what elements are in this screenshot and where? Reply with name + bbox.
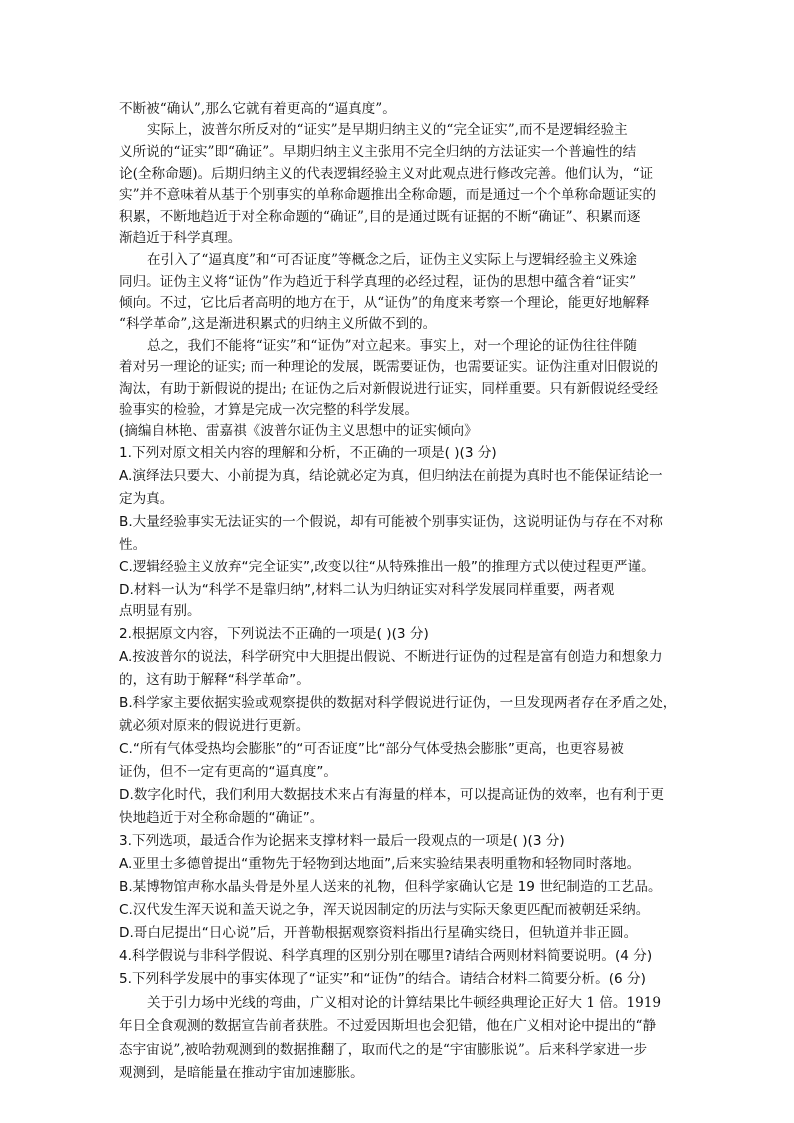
option-line: B.科学家主要依据实验或观察提供的数据对科学假说进行证伪，一旦发现两者存在矛盾之处，: [119, 695, 677, 711]
passage-line: 不断被“确认”,那么它就有着更高的“逼真度”。: [119, 101, 396, 117]
option-line: A.演绎法只要大、小前提为真，结论就必定为真，但归纳法在前提为真时也不能保证结论一: [119, 468, 663, 484]
passage-line: 义所说的“证实”即“确证”。早期归纳主义主张用不完全归纳的方法证实一个普遍性的结: [119, 144, 637, 160]
passage-line: 积累，不断地趋近于对全称命题的“确证”,目的是通过既有证据的不断“确证”、积累而逐: [119, 209, 641, 225]
passage-line: 实际上，波普尔所反对的“证实”是早期归纳主义的“完全证实”,而不是逻辑经验主: [147, 122, 628, 138]
option-line: 的，这有助于解释“科学革命”。: [119, 672, 310, 688]
passage-line: 论(全称命题)。后期归纳主义的代表逻辑经验主义对此观点进行修改完善。他们认为，“证: [119, 166, 654, 182]
option-line: 点明显有别。: [119, 603, 201, 619]
option-line: C.“所有气体受热均会膨胀”的“可否证度”比“部分气体受热会膨胀”更高，也更容易被: [119, 741, 624, 757]
material-line: 观测到，是暗能量在推动宇宙加速膨胀。: [119, 1065, 364, 1081]
option-line: B.大量经验事实无法证实的一个假说，却有可能被个别事实证伪，这说明证伪与存在不对称: [119, 514, 663, 530]
passage-line: “科学革命”,这是渐进积累式的归纳主义所做不到的。: [119, 316, 437, 332]
material-line: 年日全食观测的数据宣告前者获胜。不过爱因斯坦也会犯错，他在广义相对论中提出的“静: [119, 1018, 657, 1034]
question-4: 4.科学假说与非科学假说、科学真理的区别分别在哪里?请结合两则材料简要说明。(4 分): [119, 948, 653, 964]
passage-line: 着对另一理论的证实; 而一种理论的发展，既需要证伪，也需要证实。证伪注重对旧假说的: [119, 359, 659, 375]
source-citation: (摘编自林艳、雷嘉祺《波普尔证伪主义思想中的证实倾向》: [119, 423, 478, 439]
passage-line: 实”并不意味着从基于个别事实的单称命题推出全称命题，而是通过一个个单称命题证实的: [119, 187, 657, 203]
question-1: 1.下列对原文相关内容的理解和分析，不正确的一项是( )(3 分): [119, 445, 497, 461]
option-line: D.哥白尼提出“日心说”后，开普勒根据观察资料指出行星确实绕日，但轨道并非正圆。: [119, 925, 638, 941]
option-line: 就必须对原来的假说进行更新。: [119, 718, 310, 734]
option-line: 性。: [119, 537, 147, 553]
option-line: D.材料一认为“科学不是靠归纳”,材料二认为归纳证实对科学发展同样重要，两者观: [119, 582, 615, 598]
passage-line: 倾向。不过，它比后者高明的地方在于，从“证伪”的角度来考察一个理论，能更好地解释: [119, 295, 650, 311]
option-line: 快地趋近于对全称命题的“确证”。: [119, 810, 324, 826]
option-line: 定为真。: [119, 491, 174, 507]
material-line: 态宇宙说”,被哈勃观测到的数据推翻了，取而代之的是“宇宙膨胀说”。后来科学家进一步: [119, 1042, 648, 1058]
question-3: 3.下列选项，最适合作为论据来支撑材料一最后一段观点的一项是( )(3 分): [119, 833, 565, 849]
option-line: C.逻辑经验主义放弃“完全证实”,改变以往“从特殊推出一般”的推理方式以使过程更严谨。: [119, 559, 655, 575]
passage-line: 在引入了“逼真度”和“可否证度”等概念之后，证伪主义实际上与逻辑经验主义殊途: [147, 252, 637, 268]
option-line: 证伪，但不一定有更高的“逼真度”。: [119, 764, 337, 780]
option-line: B.某博物馆声称水晶头骨是外星人送来的礼物，但科学家确认它是 19 世纪制造的工艺品。: [119, 879, 662, 895]
question-2: 2.根据原文内容，下列说法不正确的一项是( )(3 分): [119, 626, 429, 642]
material-line: 关于引力场中光线的弯曲，广义相对论的计算结果比牛顿经典理论正好大 1 倍。1919: [147, 995, 662, 1011]
option-line: A.亚里士多德曾提出“重物先于轻物到达地面”,后来实验结果表明重物和轻物同时落地。: [119, 856, 641, 872]
option-line: A.按波普尔的说法，科学研究中大胆提出假说、不断进行证伪的过程是富有创造力和想象力: [119, 649, 663, 665]
passage-line: 同归。证伪主义将“证伪”作为趋近于科学真理的必经过程，证伪的思想中蕴含着“证实”: [119, 274, 637, 290]
passage-line: 总之，我们不能将“证实”和“证伪”对立起来。事实上，对一个理论的证伪往往伴随: [147, 338, 637, 354]
passage-line: 渐趋近于科学真理。: [119, 230, 242, 246]
option-line: C.汉代发生浑天说和盖天说之争，浑天说因制定的历法与实际天象更匹配而被朝廷采纳。: [119, 902, 650, 918]
passage-line: 验事实的检验，才算是完成一次完整的科学发展。: [119, 402, 419, 418]
question-5: 5.下列科学发展中的事实体现了“证实”和“证伪”的结合。请结合材料二简要分析。(6 分): [119, 971, 646, 987]
option-line: D.数字化时代，我们利用大数据技术来占有海量的样本，可以提高证伪的效率，也有利于更: [119, 787, 664, 803]
passage-line: 淘汰，有助于新假说的提出; 在证伪之后对新假说进行证实，同样重要。只有新假说经受经: [119, 381, 659, 397]
